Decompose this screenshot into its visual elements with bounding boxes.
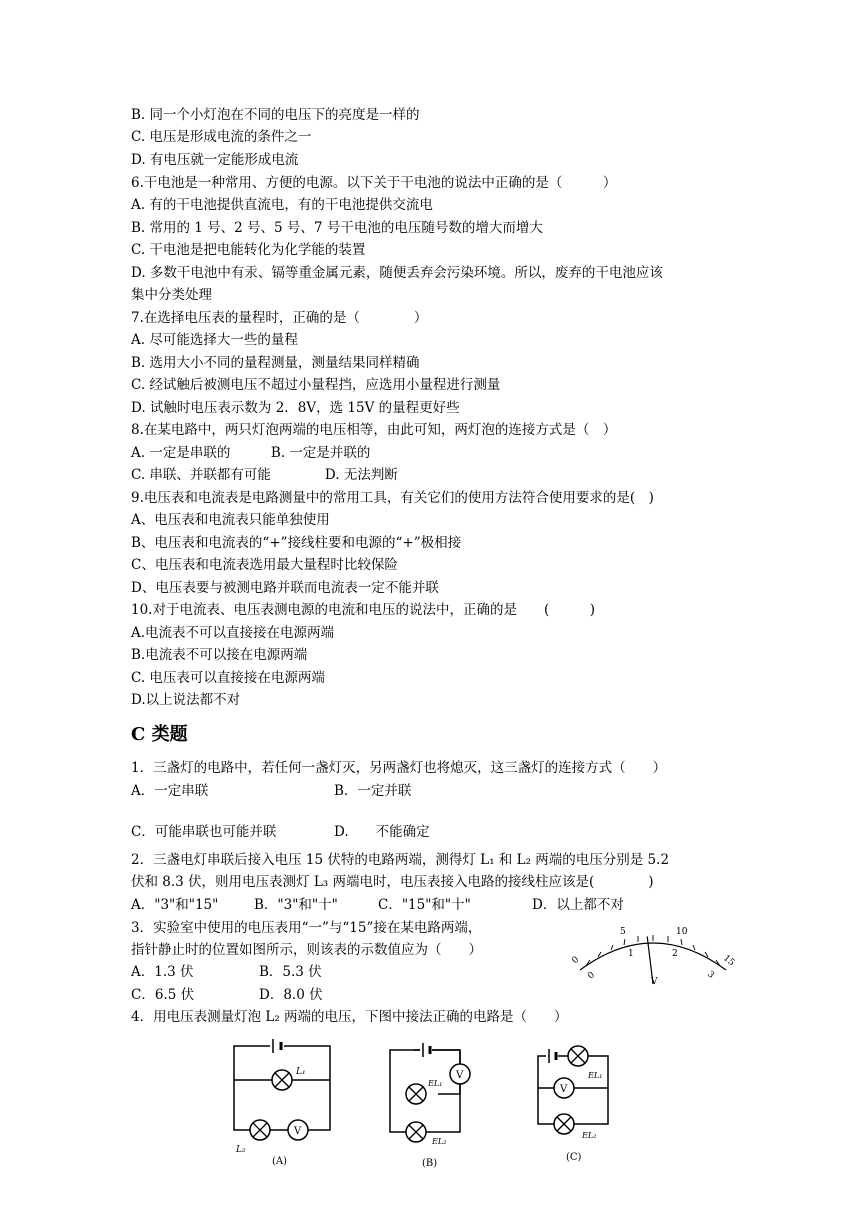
option-b: B．一定并联 [334, 783, 412, 799]
text-line: D. 有电压就一定能形成电流 [131, 152, 299, 168]
tick-label: 0 [586, 970, 597, 982]
text-line: C. 串联、并联都有可能 D. 无法判断 [131, 467, 398, 483]
text-line: A. 有的干电池提供直流电，有的干电池提供交流电 [131, 197, 433, 213]
option-a: A．1.3 伏 [131, 964, 194, 980]
text-line: A. 一定是串联的 B. 一定是并联的 [131, 445, 371, 461]
lamp-label: EL₁ [588, 1071, 603, 1080]
question-10: 10.对于电流表、电压表测电源的电流和电压的说法中，正确的是 ( ) [131, 602, 596, 618]
tick-label: 0 [570, 954, 582, 967]
question-c4: 4．用电压表测量灯泡 L₂ 两端的电压，下图中接法正确的电路是（ ） [131, 1009, 568, 1025]
option-d: D. 不能确定 [334, 824, 430, 840]
circuit-caption: (B) [422, 1158, 438, 1169]
question-8: 8.在某电路中，两只灯泡两端的电压相等，由此可知，两灯泡的连接方式是（ ） [131, 422, 617, 438]
text-line: B、电压表和电流表的“+”接线柱要和电源的“+”极相接 [131, 535, 462, 551]
text-line: D. 多数干电池中有汞、镉等重金属元素，随便丢弃会污染环境。所以，废弃的干电池应该 [131, 265, 663, 281]
circuit-diagram-c [526, 1040, 638, 1166]
text-line: D、电压表要与被测电路并联而电流表一定不能并联 [131, 580, 439, 596]
lamp-label: L₁ [296, 1067, 306, 1077]
tick-label: 15 [721, 953, 737, 969]
meter-ticks [586, 935, 720, 966]
question-c3: 3．实验室中使用的电压表用“一”与“15”接在某电路两端， [131, 920, 482, 936]
meter-scale-arc [580, 943, 726, 970]
option-a: A．"3"和"15" [131, 897, 219, 913]
option-a: A．一定串联 [131, 783, 209, 799]
text-line: B. 同一个小灯泡在不同的电压下的亮度是一样的 [131, 107, 420, 123]
text-line: D.以上说法都不对 [131, 692, 241, 708]
text-line: C. 电压表可以直接接在电源两端 [131, 670, 325, 686]
meter-unit: V [651, 977, 658, 987]
option-d: D．8.0 伏 [259, 987, 323, 1003]
text-line: C. 干电池是把电能转化为化学能的装置 [131, 242, 366, 258]
question-c1: 1．三盏灯的电路中，若任何一盏灯灭，另两盏灯也将熄灭，这三盏灯的连接方式（ ） [131, 760, 667, 776]
circuit-caption: (C) [566, 1152, 582, 1163]
lamp-label: L₂ [236, 1145, 246, 1155]
circuit-caption: (A) [272, 1156, 288, 1166]
option-b: B．5.3 伏 [259, 964, 322, 980]
text-line: C、电压表和电流表选用最大量程时比较保险 [131, 557, 398, 573]
tick-label: 10 [676, 927, 688, 937]
question-9: 9.电压表和电流表是电路测量中的常用工具，有关它们的使用方法符合使用要求的是( ) [131, 490, 654, 506]
text-line: A. 尽可能选择大一些的量程 [131, 332, 298, 348]
circuit-diagram-b [378, 1042, 490, 1172]
text-line: C. 经试触后被测电压不超过小量程挡，应选用小量程进行测量 [131, 377, 501, 393]
lamp-label: EL₂ [582, 1131, 597, 1140]
option-c: C．6.5 伏 [131, 987, 195, 1003]
text-line: 集中分类处理 [131, 287, 212, 303]
tick-label: 2 [672, 949, 678, 959]
circuit-diagram-a [226, 1038, 338, 1166]
option-b: B．"3"和"十" [254, 897, 338, 913]
lamp-label: EL₁ [428, 1079, 443, 1088]
option-c: C．"15"和"十" [378, 897, 471, 913]
option-d: D．以上都不对 [532, 897, 624, 913]
meter-label: V [560, 1084, 568, 1095]
tick-label: 5 [620, 927, 626, 937]
meter-label: V [294, 1126, 302, 1137]
lamp-label: EL₂ [432, 1137, 447, 1146]
question-c2: 2．三盏电灯串联后接入电压 15 伏特的电路两端，测得灯 L₁ 和 L₂ 两端的电压分别是 5.2 [131, 852, 670, 868]
text-line: B. 常用的 1 号、2 号、5 号、7 号干电池的电压随号数的增大而增大 [131, 220, 543, 236]
question-6: 6.干电池是一种常用、方便的电源。以下关于干电池的说法中正确的是（ ） [131, 175, 617, 191]
option-c: C．可能串联也可能并联 [131, 824, 277, 840]
question-c3-cont: 指针静止时的位置如图所示，则该表的示数值应为（ ） [131, 942, 482, 958]
text-line: D. 试触时电压表示数为 2．8V，选 15V 的量程更好些 [131, 400, 460, 416]
tick-label: 1 [628, 949, 634, 959]
text-line: B.电流表不可以接在电源两端 [131, 647, 308, 663]
section-heading: C 类题 [131, 724, 188, 745]
voltmeter-figure [568, 922, 738, 988]
text-line: B. 选用大小不同的量程测量，测量结果同样精确 [131, 355, 420, 371]
meter-label: V [456, 1070, 464, 1081]
text-line: A.电流表不可以直接接在电源两端 [131, 625, 335, 641]
question-c2-cont: 伏和 8.3 伏，则用电压表测灯 L₃ 两端电时，电压表接入电路的接线柱应该是( ) [131, 874, 654, 890]
question-7: 7.在选择电压表的量程时，正确的是（ ） [131, 310, 428, 326]
text-line: A、电压表和电流表只能单独使用 [131, 512, 330, 528]
text-line: C. 电压是形成电流的条件之一 [131, 129, 312, 145]
tick-label: 3 [705, 969, 716, 981]
